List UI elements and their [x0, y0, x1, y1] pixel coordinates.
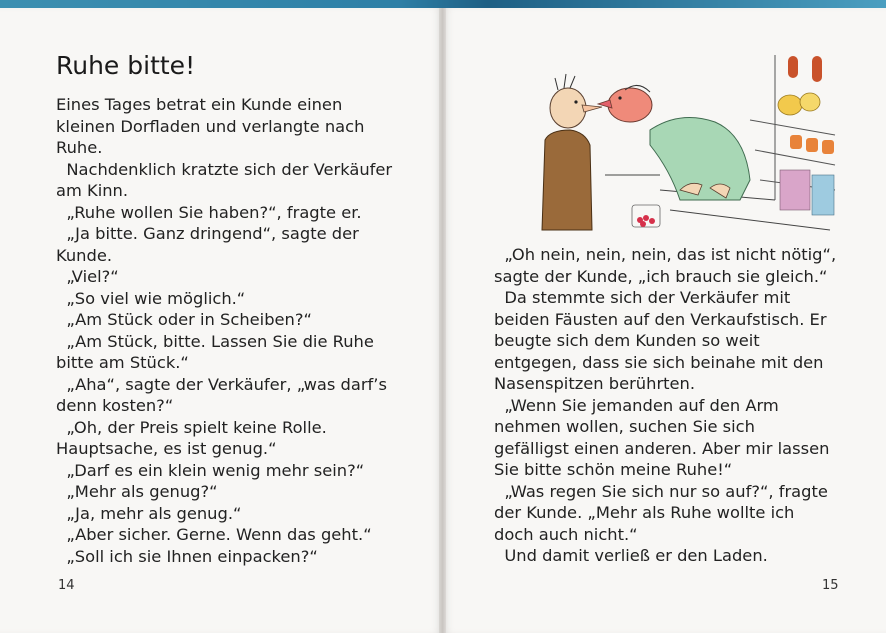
text-line: bitte am Stück.“: [56, 353, 189, 372]
text-line: „Oh, der Preis spielt keine Rolle.: [56, 417, 327, 437]
text-line: denn kosten?“: [56, 396, 174, 415]
candy-jar: [632, 205, 660, 227]
shopkeeper-figure: [598, 85, 750, 200]
text-line: „Ja bitte. Ganz dringend“, sagte der: [56, 224, 359, 243]
text-line: „Soll ich sie Ihnen einpacken?“: [56, 546, 318, 566]
text-line: „Ruhe wollen Sie haben?“, fragte er.: [56, 202, 362, 222]
text-line: doch auch nicht.“: [494, 524, 638, 544]
text-line: „Was regen Sie sich nur so auf?“, fragte: [494, 481, 828, 501]
text-line: nehmen wollen, suchen Sie sich: [494, 417, 755, 436]
customer-figure: [542, 74, 602, 230]
shopkeeper-and-customer-illustration: [530, 50, 840, 235]
text-line: „Viel?“: [56, 267, 119, 286]
sausage-icon: [812, 56, 822, 82]
text-line: Und damit verließ er den Laden.: [494, 546, 768, 565]
text-line: gefälligst einen anderen. Aber mir lassen: [494, 438, 830, 458]
text-line: kleinen Dorfladen und verlangte nach: [56, 116, 365, 136]
text-line: der Kunde. „Mehr als Ruhe wollte ich: [494, 503, 795, 522]
text-line: „Mehr als genug?“: [56, 482, 218, 501]
text-line: „Darf es ein klein wenig mehr sein?“: [56, 460, 365, 480]
text-line: Ruhe.: [56, 138, 103, 157]
sausage-icon: [788, 56, 798, 78]
left-page-text: [56, 94, 426, 567]
text-line: entgegen, dass sie sich beinahe mit den: [494, 352, 824, 372]
story-title: Ruhe bitte!: [56, 51, 196, 80]
text-line: beiden Fäusten auf den Verkaufstisch. Er: [494, 309, 827, 329]
text-line: „Am Stück, bitte. Lassen Sie die Ruhe: [56, 331, 374, 351]
text-line: „Aber sicher. Gerne. Wenn das geht.“: [56, 525, 372, 544]
text-line: beugte sich dem Kunden so weit: [494, 331, 760, 350]
text-line: „Wenn Sie jemanden auf den Arm: [494, 395, 779, 415]
text-line: sagte der Kunde, „ich brauch sie gleich.“: [494, 266, 828, 286]
text-line: „So viel wie möglich.“: [56, 288, 246, 308]
text-line: Hauptsache, es ist genug.“: [56, 439, 277, 458]
text-line: „Ja, mehr als genug.“: [56, 503, 242, 523]
text-line: „Oh nein, nein, nein, das ist nicht nötig“,: [494, 245, 837, 264]
text-line: Nasenspitzen berührten.: [494, 374, 696, 393]
page-number-right: 15: [822, 578, 839, 593]
right-page-text: [494, 244, 854, 567]
book-gutter: [439, 8, 446, 633]
text-line: Nachdenklich kratzte sich der Verkäufer: [56, 159, 393, 179]
page-number-left: 14: [58, 578, 75, 593]
text-line: „Am Stück oder in Scheiben?“: [56, 310, 312, 329]
text-line: Kunde.: [56, 245, 113, 265]
text-line: „Aha“, sagte der Verkäufer, „was darf’s: [56, 374, 387, 394]
text-line: Eines Tages betrat ein Kunde einen: [56, 95, 343, 114]
text-line: Da stemmte sich der Verkäufer mit: [494, 288, 791, 307]
text-line: am Kinn.: [56, 181, 129, 200]
text-line: Sie bitte schön meine Ruhe!“: [494, 460, 733, 479]
book-top-edge: [0, 0, 886, 8]
